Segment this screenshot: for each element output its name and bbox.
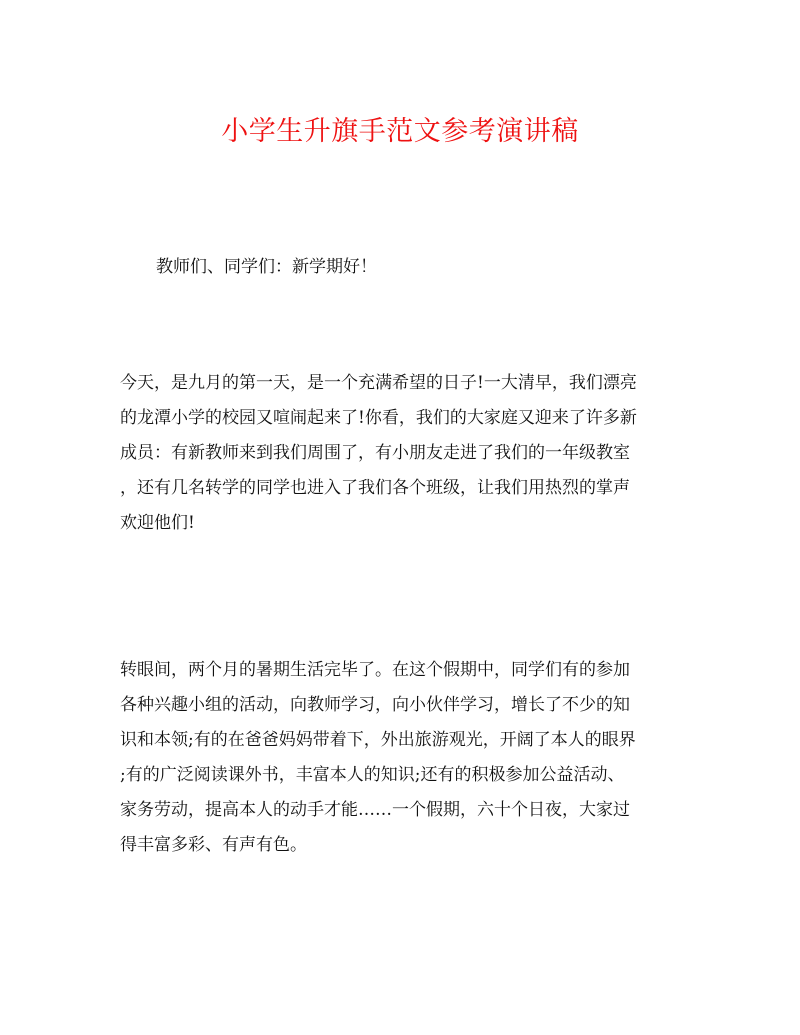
paragraph-1 (120, 366, 680, 541)
paragraph-line: 转眼间，两个月的暑期生活完毕了。在这个假期中，同学们有的参加 (120, 660, 630, 680)
paragraph-line: 识和本领;有的在爸爸妈妈带着下，外出旅游观光，开阔了本人的眼界 (120, 730, 636, 750)
paragraph-line: 家务劳动，提高本人的动手才能……一个假期，六十个日夜，大家过 (120, 800, 630, 820)
paragraph-line: 今天，是九月的第一天，是一个充满希望的日子!一大清早，我们漂亮 (120, 373, 637, 393)
paragraph-line: 得丰富多彩、有声有色。 (120, 835, 307, 855)
paragraph-line: ，还有几名转学的同学也进入了我们各个班级，让我们用热烈的掌声 (120, 478, 630, 498)
paragraph-line: 欢迎他们! (120, 513, 195, 533)
document-title: 小学生升旗手范文参考演讲稿 (221, 116, 579, 147)
paragraph-line: 成员：有新教师来到我们周围了，有小朋友走进了我们的一年级教室 (120, 443, 630, 463)
greeting-line: 教师们、同学们：新学期好！ (156, 257, 377, 277)
paragraph-line: 各种兴趣小组的活动，向教师学习，向小伙伴学习，增长了不少的知 (120, 695, 630, 715)
paragraph-2 (120, 653, 680, 863)
paragraph-line: ;有的广泛阅读课外书，丰富本人的知识;还有的积极参加公益活动、 (120, 765, 625, 785)
paragraph-line: 的龙潭小学的校园又喧闹起来了!你看，我们的大家庭又迎来了许多新 (120, 408, 637, 428)
